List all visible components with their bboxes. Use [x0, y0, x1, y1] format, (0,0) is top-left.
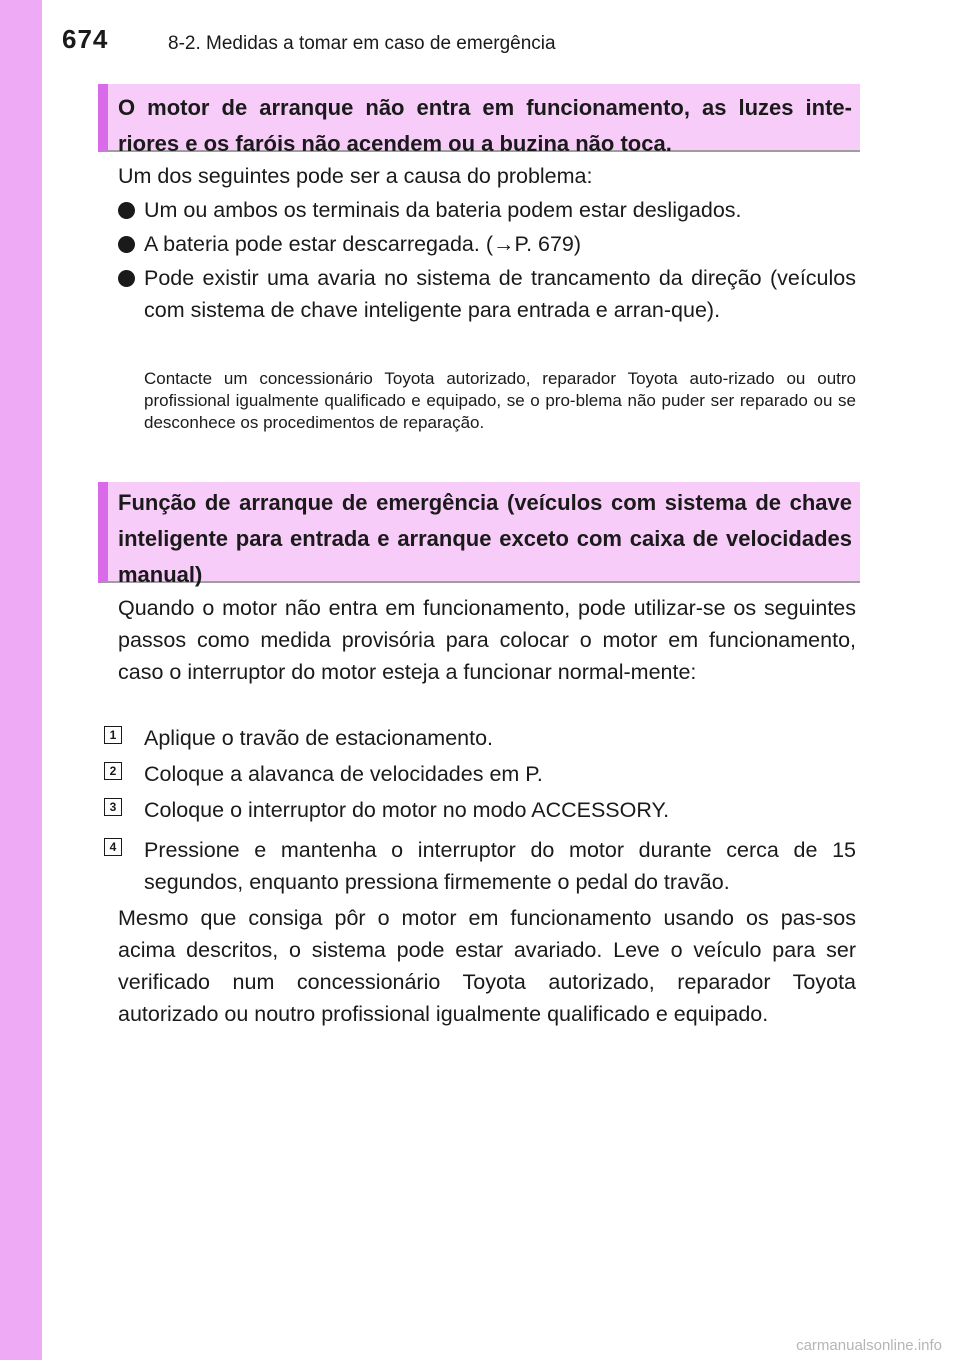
step-text: Aplique o travão de estacionamento. [144, 726, 494, 750]
heading-starter-not-working: O motor de arranque não entra em funcionamento, as luzes inte-riores e os faróis não acendem ou a buzina não toca. [98, 84, 860, 152]
step-item [109, 758, 856, 790]
section-title: 8-2. Medidas a tomar em caso de emergência [168, 33, 556, 54]
heading-emergency-start: Função de arranque de emergência (veículos com sistema de chave inteligente para entrada e arranque exceto com caixa de velocidades manual) [98, 482, 860, 583]
intro-text: Um dos seguintes pode ser a causa do problema: [118, 164, 593, 188]
step-item [109, 794, 856, 826]
step-item [109, 722, 856, 754]
bullet-icon [118, 236, 135, 253]
emergency-intro: Quando o motor não entra em funcionamento, pode utilizar-se os seguintes passos como medida provisória para colocar o motor em funcionamento, caso o interruptor do motor esteja a funcionar normal-mente: [118, 596, 856, 684]
step-item [109, 834, 856, 898]
closing-text: Mesmo que consiga pôr o motor em funcionamento usando os pas-sos acima descritos, o sistema pode estar avariado. Leve o veículo para ser verificado num concessionário Toyota autorizado, reparador Toyota autorizado ou noutro profissional igualmente qualificado e equipado. [118, 906, 856, 1026]
bullet-item [118, 228, 856, 260]
bullet-item [118, 194, 856, 226]
step-text: Coloque a alavanca de velocidades em P. [144, 762, 543, 786]
left-margin-bar [0, 0, 42, 1360]
bullet-text: Pode existir uma avaria no sistema de trancamento da direção (veículos com sistema de chave inteligente para entrada e arran-que). [144, 266, 856, 322]
step-number-badge: 2 [104, 762, 122, 780]
bullet-icon [118, 202, 135, 219]
step-text: Coloque o interruptor do motor no modo ACCESSORY. [144, 798, 670, 822]
step-text: Pressione e mantenha o interruptor do motor durante cerca de 15 segundos, enquanto pressiona firmemente o pedal do travão. [144, 838, 856, 894]
bullet-text: Um ou ambos os terminais da bateria podem estar desligados. [144, 198, 742, 222]
contact-note: Contacte um concessionário Toyota autorizado, reparador Toyota auto-rizado ou outro profissional igualmente qualificado e equipado, se o pro-blema não puder ser reparado ou se desconhece os procedimentos de reparação. [144, 369, 856, 432]
bullet-item [118, 262, 856, 326]
watermark: carmanualsonline.info [796, 1337, 942, 1354]
step-number-badge: 1 [104, 726, 122, 744]
bullet-text: A bateria pode estar descarregada. (→P. 679) [144, 232, 582, 256]
step-number-badge: 3 [104, 798, 122, 816]
page-number: 674 [62, 24, 109, 54]
bullet-icon [118, 270, 135, 287]
step-number-badge: 4 [104, 838, 122, 856]
